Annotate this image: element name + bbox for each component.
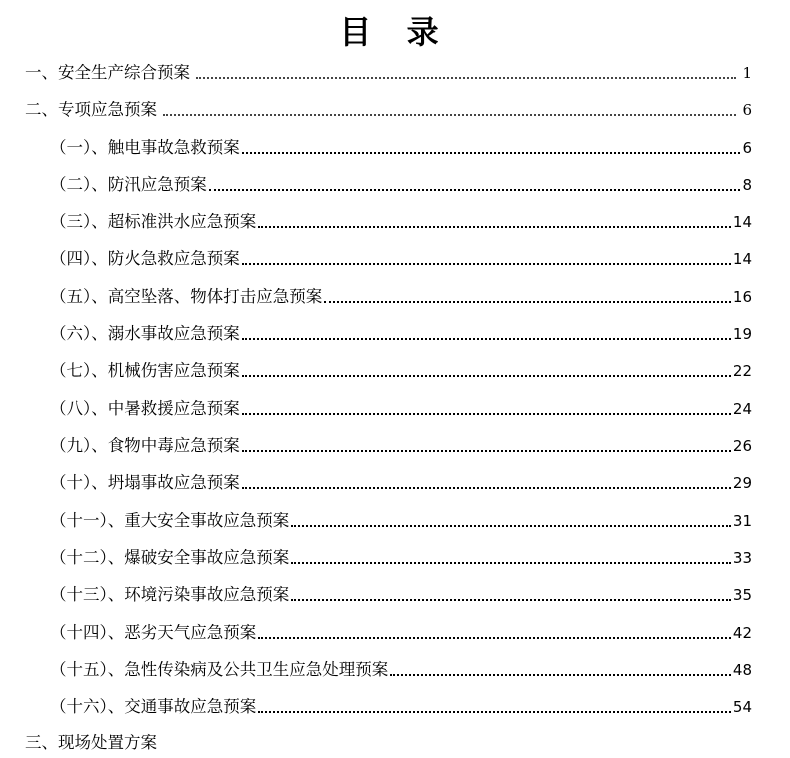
- toc-entry-label: （十一）、重大安全事故应急预案: [50, 511, 290, 530]
- toc-entry-page: 42: [732, 624, 752, 642]
- toc-leader: [390, 674, 731, 676]
- toc-entry-page: 29: [732, 474, 752, 492]
- toc-entry-page: 54: [732, 698, 752, 716]
- toc-entry-label: （十六）、交通事故应急预案: [50, 697, 257, 716]
- toc-entry-label: （六）、溺水事故应急预案: [50, 324, 240, 343]
- toc-leader: [242, 263, 731, 265]
- toc-leader: [242, 375, 731, 377]
- toc-entry[interactable]: [50, 431, 752, 461]
- toc-entry-page: 26: [732, 437, 752, 455]
- toc-entry-label: （十四）、恶劣天气应急预案: [50, 623, 257, 642]
- toc-entry[interactable]: [50, 170, 752, 200]
- toc-leader: [242, 450, 731, 452]
- toc-entry[interactable]: [25, 58, 752, 88]
- toc-entry-page: 1: [742, 64, 752, 82]
- toc-leader: [242, 152, 741, 154]
- toc-entry-page: 48: [732, 661, 752, 679]
- toc-entry[interactable]: [50, 319, 752, 349]
- toc-entry[interactable]: [50, 506, 752, 536]
- toc-entry-label: （十二）、爆破安全事故应急预案: [50, 548, 290, 567]
- toc-entry[interactable]: [50, 133, 752, 163]
- toc-entry-label: （十三）、环境污染事故应急预案: [50, 585, 290, 604]
- toc-entry[interactable]: [50, 356, 752, 386]
- toc-entry[interactable]: [50, 692, 752, 722]
- toc-entry[interactable]: [50, 543, 752, 573]
- toc-entry[interactable]: [50, 468, 752, 498]
- toc-entry-page: 31: [732, 512, 752, 530]
- toc-entry[interactable]: [50, 244, 752, 274]
- toc-leader: [258, 637, 731, 639]
- toc-entry-page: 16: [732, 288, 752, 306]
- toc-leader: [258, 226, 731, 228]
- toc-entry-page: 14: [732, 250, 752, 268]
- toc-entry[interactable]: [50, 618, 752, 648]
- toc-entry-page: 33: [732, 549, 752, 567]
- toc-entry-label: （四）、防火急救应急预案: [50, 249, 240, 268]
- toc-entry-page: 24: [732, 400, 752, 418]
- toc-entry-label: （十五）、急性传染病及公共卫生应急处理预案: [50, 660, 389, 679]
- toc-entry[interactable]: [50, 394, 752, 424]
- toc-entry[interactable]: [50, 580, 752, 610]
- toc-leader: [163, 114, 736, 116]
- toc-entry-label: （七）、机械伤害应急预案: [50, 361, 240, 380]
- toc-entry-page: 6: [742, 139, 752, 157]
- toc-entry-page: 35: [732, 586, 752, 604]
- toc-entry-page: 14: [732, 213, 752, 231]
- toc-entry-page: 19: [732, 325, 752, 343]
- toc-entry[interactable]: [50, 207, 752, 237]
- toc-entry-label: （五）、高空坠落、物体打击应急预案: [50, 287, 323, 306]
- toc-entry-page: 8: [742, 176, 752, 194]
- toc-entry[interactable]: [25, 95, 752, 125]
- toc-entry-page: 22: [732, 362, 752, 380]
- toc-leader: [258, 711, 731, 713]
- toc-entry[interactable]: [50, 282, 752, 312]
- page-title: 目 录: [339, 13, 451, 51]
- toc-leader: [291, 525, 731, 527]
- toc-entry-label: 一、安全生产综合预案: [25, 63, 190, 82]
- toc-leader: [291, 599, 731, 601]
- toc-leader: [209, 189, 741, 191]
- toc-entry-label: （九）、食物中毒应急预案: [50, 436, 240, 455]
- toc-leader: [196, 77, 736, 79]
- toc-entry-cut-off[interactable]: 三、现场处置方案: [25, 733, 157, 752]
- toc-entry-label: 二、专项应急预案: [25, 100, 157, 119]
- toc-entry-page: 6: [742, 101, 752, 119]
- toc-leader: [324, 301, 731, 303]
- toc-entry[interactable]: [50, 655, 752, 685]
- toc-leader: [291, 562, 731, 564]
- toc-entry-label: （一）、触电事故急救预案: [50, 138, 240, 157]
- toc-entry-label: （三）、超标准洪水应急预案: [50, 212, 257, 231]
- toc-entry-label: （八）、中暑救援应急预案: [50, 399, 240, 418]
- toc-leader: [242, 413, 731, 415]
- toc-leader: [242, 338, 731, 340]
- toc-entry-label: （二）、防汛应急预案: [50, 175, 207, 194]
- toc-entry-label: （十）、坍塌事故应急预案: [50, 473, 240, 492]
- toc-leader: [242, 487, 731, 489]
